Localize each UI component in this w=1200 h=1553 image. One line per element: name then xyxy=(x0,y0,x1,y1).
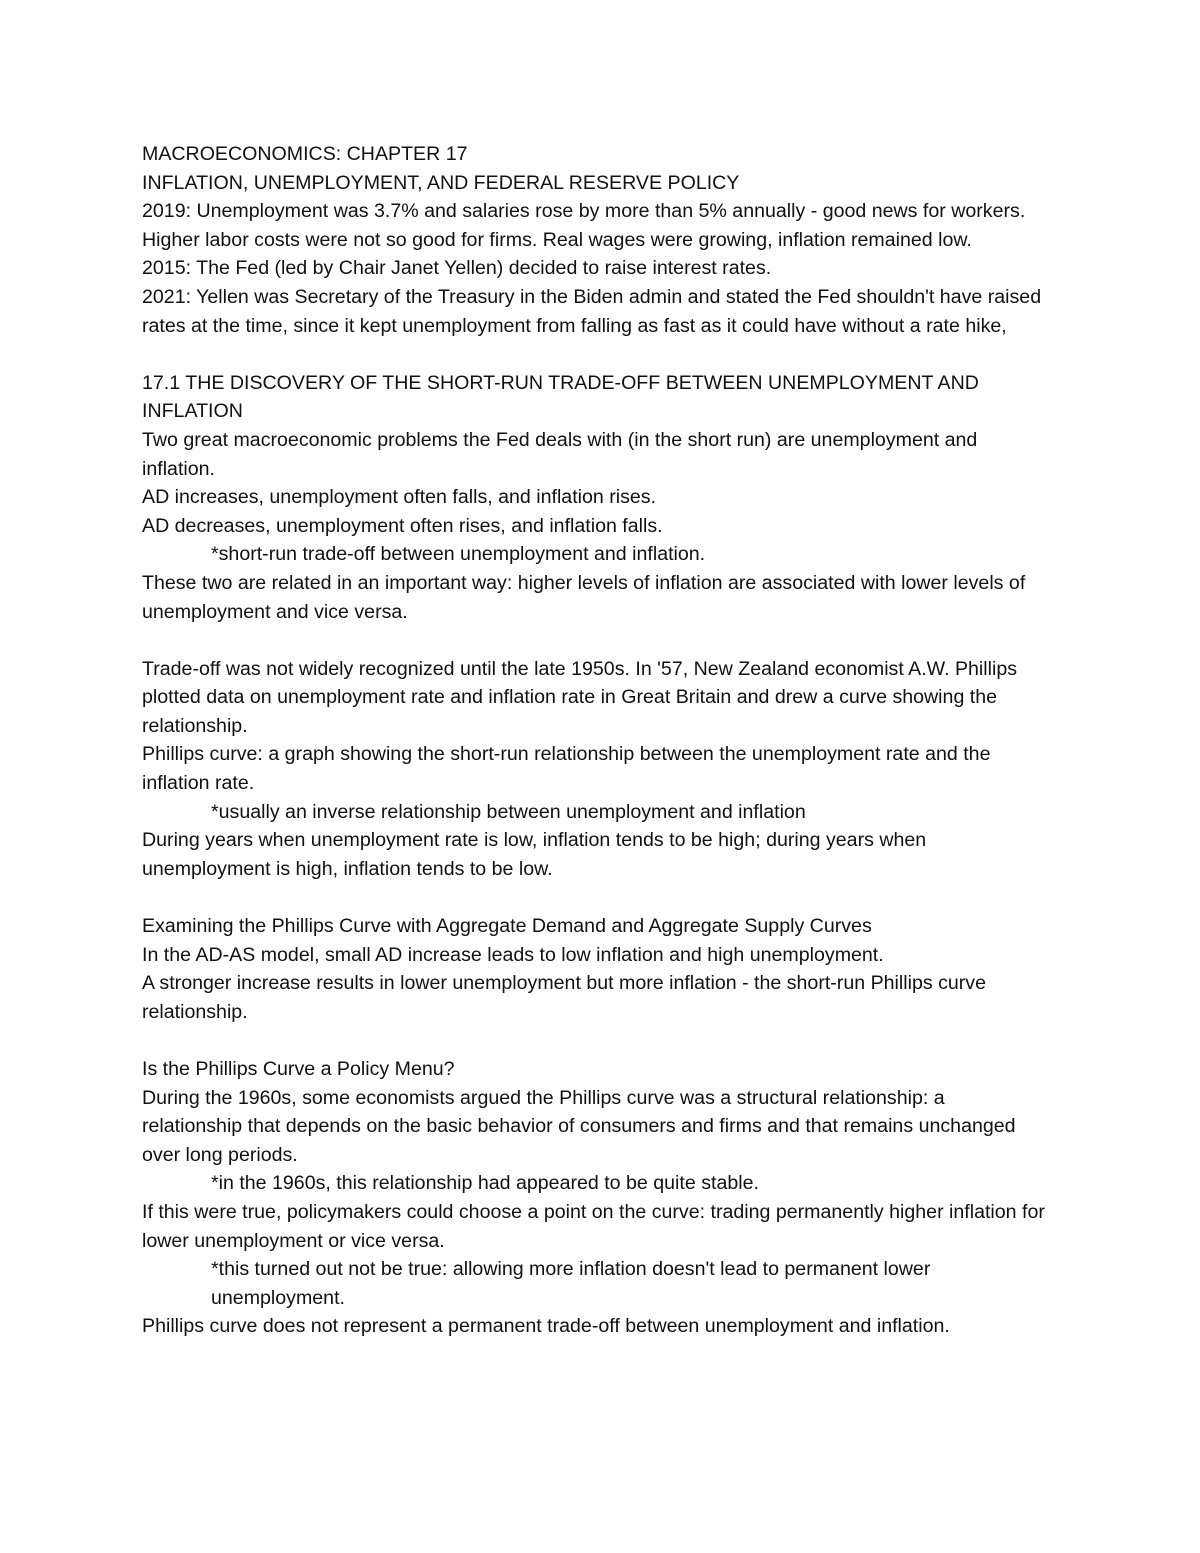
paragraph: During the 1960s, some economists argued the Phillips curve was a structural relationship: a relationship that depends on the basic behavior of consumers and firms and that remains unchanged over long periods. xyxy=(142,1086,1016,1166)
paragraph: If this were true, policymakers could choose a point on the curve: trading permanently higher inflation for lower unemployment or vice versa. xyxy=(142,1200,1045,1252)
paragraph: A stronger increase results in lower unemployment but more inflation - the short-run Phillips curve relationship. xyxy=(142,972,987,1023)
document-subtitle: INFLATION, UNEMPLOYMENT, AND FEDERAL RESERVE POLICY xyxy=(142,171,740,194)
section-heading: Is the Phillips Curve a Policy Menu? xyxy=(142,1058,455,1080)
paragraph: These two are related in an important way: higher levels of inflation are associated with lower levels of unemployment and vice versa. xyxy=(142,571,1026,623)
indented-note: *usually an inverse relationship between unemployment and inflation xyxy=(211,800,806,823)
indented-note: *this turned out not be true: allowing more inflation doesn't lead to permanent lower unemployment. xyxy=(211,1258,931,1309)
indented-note: *in the 1960s, this relationship had appeared to be quite stable. xyxy=(211,1172,759,1195)
paragraph: Phillips curve: a graph showing the short-run relationship between the unemployment rate and the inflation rate. xyxy=(142,743,991,795)
document-title: MACROECONOMICS: CHAPTER 17 xyxy=(142,143,468,165)
indented-note: *short-run trade-off between unemployment and inflation. xyxy=(211,543,706,566)
intro-paragraph: 2019: Unemployment was 3.7% and salaries rose by more than 5% annually - good news for workers. Higher labor costs were not so good for firms. Real wages were growing, inflation remained low. xyxy=(142,200,1026,251)
intro-paragraph: 2021: Yellen was Secretary of the Treasury in the Biden admin and stated the Fed shouldn't have raised rates at the time, since it kept unemployment from falling as fast as it could have without a rate hike, xyxy=(142,285,1042,337)
paragraph: During years when unemployment rate is low, inflation tends to be high; during years when unemployment is high, inflation tends to be low. xyxy=(142,829,927,880)
paragraph: In the AD-AS model, small AD increase leads to low inflation and high unemployment. xyxy=(142,943,884,966)
section-heading: Examining the Phillips Curve with Aggregate Demand and Aggregate Supply Curves xyxy=(142,915,872,938)
paragraph: Trade-off was not widely recognized until the late 1950s. In '57, New Zealand economist A.W. Phillips plotted data on unemployment rate and inflation rate in Great Britain and drew a curve showing the relationship. xyxy=(142,657,1018,737)
paragraph: Phillips curve does not represent a permanent trade-off between unemployment and inflation. xyxy=(142,1315,950,1338)
section-heading: 17.1 THE DISCOVERY OF THE SHORT-RUN TRADE-OFF BETWEEN UNEMPLOYMENT AND INFLATION xyxy=(142,371,979,423)
paragraph: AD decreases, unemployment often rises, and inflation falls. xyxy=(142,514,663,537)
paragraph: Two great macroeconomic problems the Fed deals with (in the short run) are unemployment and inflation. xyxy=(142,428,978,480)
document-body xyxy=(142,140,1047,1341)
intro-paragraph: 2015: The Fed (led by Chair Janet Yellen) decided to raise interest rates. xyxy=(142,257,772,280)
paragraph: AD increases, unemployment often falls, and inflation rises. xyxy=(142,486,657,509)
